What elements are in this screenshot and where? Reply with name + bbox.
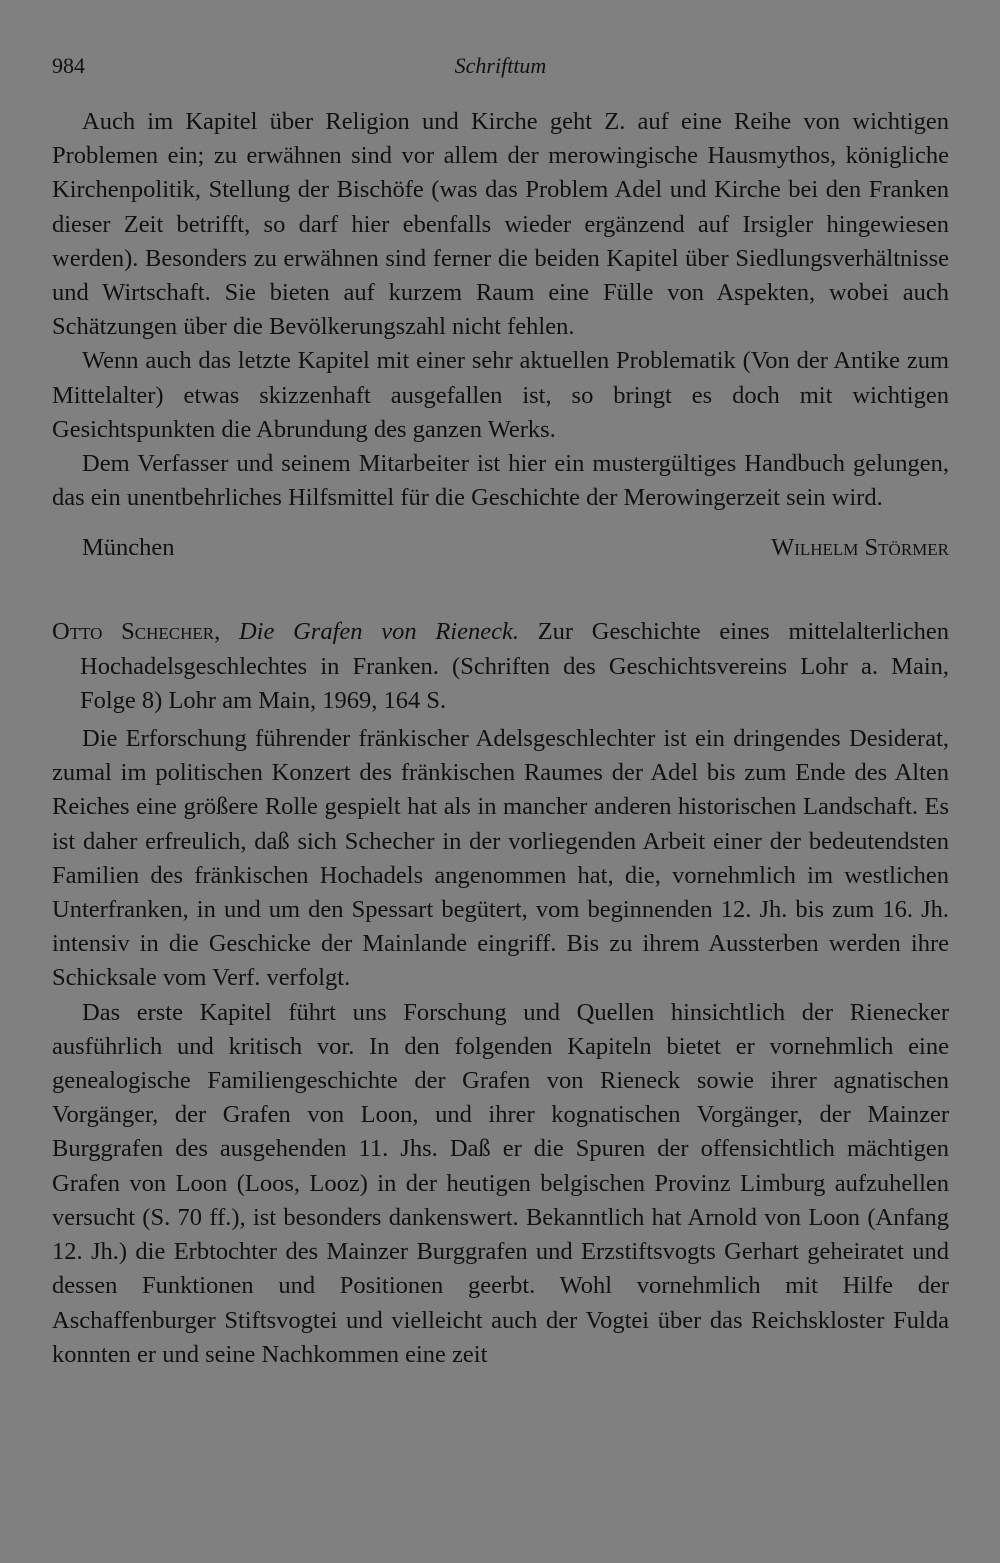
review-paragraph: Auch im Kapitel über Religion und Kirche geht Z. auf eine Reihe von wichtigen Problemen ein; zu erwähnen sind vor allem der merowingische Hausmythos, königliche Kirchenpolitik, Stellung der Bischöfe (was das Problem Adel und Kirche bei den Franken dieser Zeit betrifft, so darf hier ebenfalls wieder ergänzend auf Irsigler hingewiesen werden). Besonders zu erwähnen sind ferner die beiden Kapitel über Siedlungsverhältnisse und Wirtschaft. Sie bieten auf kurzem Raum eine Fülle von Aspekten, wobei auch Schätzungen über die Bevölkerungszahl nicht fehlen. — [52, 108, 949, 341]
review-1 — [52, 105, 949, 565]
review-paragraph: Die Erforschung führender fränkischer Adelsgeschlechter ist ein dringendes Desiderat, zumal im politischen Konzert des fränkischen Raumes der Adel bis zum Ende des Alten Reiches eine größere Rolle gespielt hat als in mancher anderen historischen Landschaft. Es ist daher erfreulich, daß sich Schecher in der vorliegenden Arbeit einer der bedeutendsten Familien des fränkischen Hochadels angenommen hat, die, vornehmlich im westlichen Unterfranken, in und um den Spessart begütert, vom beginnenden 12. Jh. bis zum 16. Jh. intensiv in die Geschicke der Mainlande eingriff. Bis zu ihrem Aussterben werden ihre Schicksale vom Verf. verfolgt. — [52, 725, 949, 992]
review-2 — [52, 615, 949, 1371]
page-number: 984 — [52, 53, 85, 78]
page-body — [52, 105, 949, 1372]
running-head: Schrifttum — [454, 53, 547, 78]
book-citation — [52, 615, 949, 718]
book-title: Die Grafen von Rieneck. — [238, 618, 519, 646]
book-author: Otto Schecher, — [52, 618, 221, 646]
review-paragraph: Das erste Kapitel führt uns Forschung und Quellen hinsichtlich der Rienecker ausführlich und kritisch vor. In den folgenden Kapiteln bietet er vornehmlich eine genealogische Familiengeschichte der Grafen von Rieneck sowie ihrer agnatischen Vorgänger, der Grafen von Loon, und ihrer kognatischen Vorgänger, der Mainzer Burggrafen des ausgehenden 11. Jhs. Daß er die Spuren der offensichtlich mächtigen Grafen von Loon (Loos, Looz) in der heutigen belgischen Provinz Limburg aufzuhellen versucht (S. 70 ff.), ist besonders dankenswert. Bekanntlich hat Arnold von Loon (Anfang 12. Jh.) die Erbtochter des Mainzer Burggrafen und Erzstiftsvogts Gerhart geheiratet und dessen Funktionen und Positionen geerbt. Wohl vornehmlich mit Hilfe der Aschaffenburger Stiftsvogtei und vielleicht auch der Vogtei über das Reichskloster Fulda konnten er und seine Nachkommen eine zeit — [52, 998, 949, 1368]
page-header — [52, 50, 949, 82]
signature-place: München — [82, 534, 175, 562]
section-gap — [52, 565, 949, 615]
review-paragraph: Wenn auch das letzte Kapitel mit einer sehr aktuellen Problematik (Von der Antike zum Mittelalter) etwas skizzenhaft ausgefallen ist, so bringt es doch mit wichtigen Gesichtspunkten die Abrundung des ganzen Werks. — [52, 347, 949, 443]
review-paragraph: Dem Verfasser und seinem Mitarbeiter ist hier ein mustergültiges Handbuch gelungen, das ein unentbehrliches Hilfsmittel für die Geschichte der Merowingerzeit sein wird. — [52, 450, 949, 512]
review-signature — [52, 531, 949, 565]
reviewer-name: Wilhelm Störmer — [771, 534, 949, 562]
book-details: Zur Geschichte eines mittelalterlichen Hochadelsgeschlechtes in Franken. (Schriften des Geschichtsvereins Lohr a. Main, Folge 8) Lohr am Main, 1969, 164 S. — [80, 618, 949, 714]
